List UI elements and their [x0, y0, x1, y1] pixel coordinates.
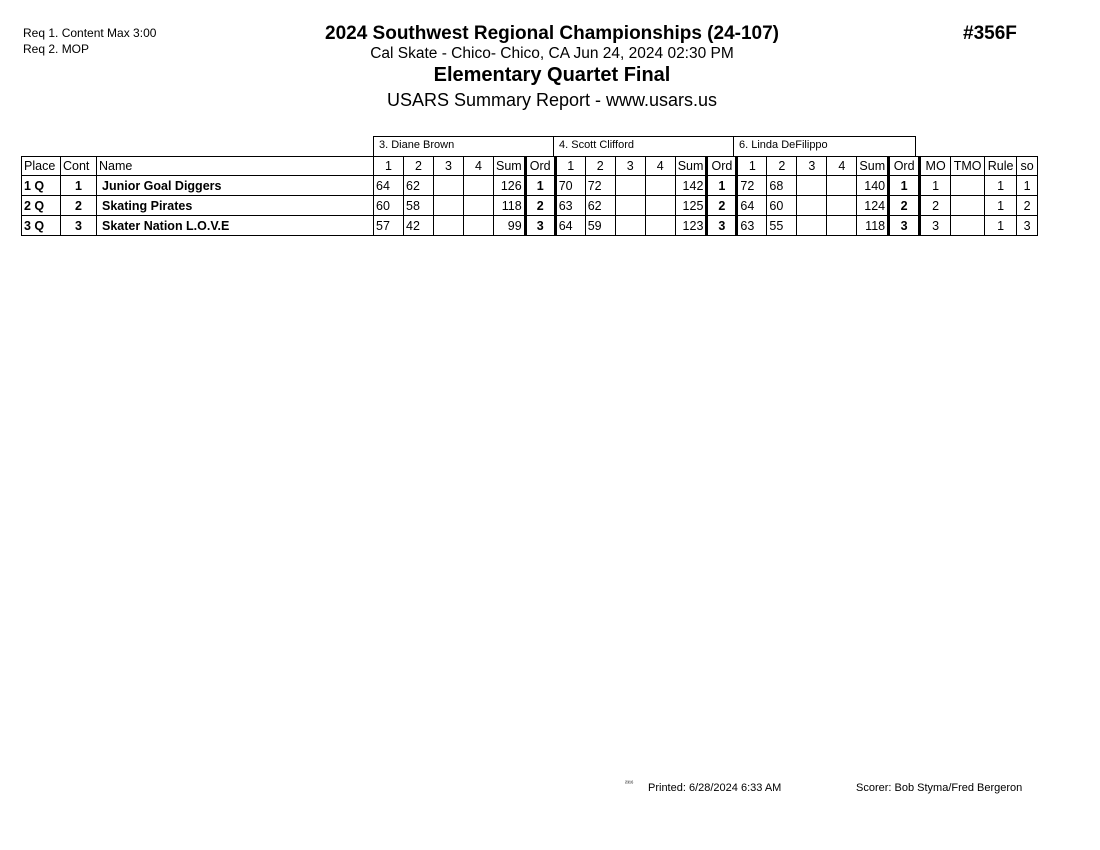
rule-cell: 1 [985, 176, 1017, 196]
col-judge-score: 4 [827, 157, 857, 176]
judge-score-cell: 59 [585, 216, 615, 236]
rule-cell: 1 [985, 196, 1017, 216]
place-cell: 2 Q [22, 196, 61, 216]
ordinal-cell: 2 [525, 196, 555, 216]
judge-score-cell: 72 [737, 176, 767, 196]
sum-cell: 126 [494, 176, 526, 196]
mo-cell: 3 [920, 216, 951, 236]
judge-score-cell [645, 216, 675, 236]
judge-score-cell: 60 [767, 196, 797, 216]
event-number: #356F [963, 23, 1017, 44]
mo-cell: 1 [920, 176, 951, 196]
sum-cell: 142 [675, 176, 707, 196]
sum-cell: 125 [675, 196, 707, 216]
judge-score-cell: 68 [767, 176, 797, 196]
judge-score-cell: 57 [374, 216, 404, 236]
so-cell: 1 [1017, 176, 1038, 196]
contestant-number-cell: 2 [61, 196, 97, 216]
judge-score-cell: 62 [585, 196, 615, 216]
judge-header: 4. Scott Clifford [553, 136, 734, 156]
judge-score-cell [827, 196, 857, 216]
judge-score-cell [615, 176, 645, 196]
col-judge-score: 1 [374, 157, 404, 176]
col-so: so [1017, 157, 1038, 176]
ordinal-cell: 3 [889, 216, 920, 236]
table-row [22, 196, 1038, 216]
judge-score-cell [645, 176, 675, 196]
judge-score-cell [434, 196, 464, 216]
ordinal-cell: 1 [707, 176, 737, 196]
ordinal-cell: 1 [889, 176, 920, 196]
skater-name-cell: Skater Nation L.O.V.E [97, 216, 374, 236]
judge-header: 6. Linda DeFilippo [733, 136, 916, 156]
sum-cell: 123 [675, 216, 707, 236]
place-cell: 1 Q [22, 176, 61, 196]
tmo-cell [951, 216, 985, 236]
col-rule: Rule [985, 157, 1017, 176]
judge-score-cell: 64 [737, 196, 767, 216]
judge-score-cell: 60 [374, 196, 404, 216]
judge-score-cell [797, 196, 827, 216]
judge-score-cell: 72 [585, 176, 615, 196]
judge-score-cell [434, 216, 464, 236]
col-judge-score: 2 [404, 157, 434, 176]
judge-score-cell: 70 [555, 176, 585, 196]
col-name: Name [97, 157, 374, 176]
skater-name-cell: Skating Pirates [97, 196, 374, 216]
ordinal-cell: 3 [525, 216, 555, 236]
judge-score-cell [434, 176, 464, 196]
col-judge-score: 2 [767, 157, 797, 176]
col-judge-score: 4 [464, 157, 494, 176]
header-row [22, 157, 1038, 176]
col-judge-score: 3 [615, 157, 645, 176]
judge-score-cell: 55 [767, 216, 797, 236]
col-judge-score: 1 [737, 157, 767, 176]
mo-cell: 2 [920, 196, 951, 216]
judge-header: 3. Diane Brown [373, 136, 554, 156]
judge-score-cell: 63 [737, 216, 767, 236]
col-judge-score: 4 [645, 157, 675, 176]
ordinal-cell: 2 [889, 196, 920, 216]
printed-timestamp: Printed: 6/28/2024 6:33 AM [648, 782, 782, 794]
judge-score-cell: 63 [555, 196, 585, 216]
judge-score-cell: 64 [555, 216, 585, 236]
contestant-number-cell: 3 [61, 216, 97, 236]
ordinal-cell: 1 [525, 176, 555, 196]
event-name: Elementary Quartet Final [433, 64, 671, 86]
sum-cell: 99 [494, 216, 526, 236]
contestant-number-cell: 1 [61, 176, 97, 196]
sum-cell: 118 [857, 216, 889, 236]
judge-score-cell [615, 216, 645, 236]
judge-score-cell: 62 [404, 176, 434, 196]
judge-score-cell [797, 176, 827, 196]
judge-score-cell: 58 [404, 196, 434, 216]
scorer-names: Scorer: Bob Styma/Fred Bergeron [856, 782, 1023, 794]
col-judge-score: 1 [555, 157, 585, 176]
sum-cell: 124 [857, 196, 889, 216]
so-cell: 2 [1017, 196, 1038, 216]
page-title: 2024 Southwest Regional Championships (24-107) [325, 23, 779, 44]
sum-cell: 140 [857, 176, 889, 196]
judge-score-cell [827, 216, 857, 236]
col-sum: Sum [675, 157, 707, 176]
judge-score-cell [827, 176, 857, 196]
judge-score-cell [797, 216, 827, 236]
venue-date: Cal Skate - Chico- Chico, CA Jun 24, 2024 02:30 PM [370, 45, 734, 62]
judge-score-cell [645, 196, 675, 216]
rule-cell: 1 [985, 216, 1017, 236]
judge-score-cell [464, 176, 494, 196]
requirement-2: Req 2. MOP [23, 42, 90, 56]
sum-cell: 118 [494, 196, 526, 216]
col-cont: Cont [61, 157, 97, 176]
col-tmo: TMO [951, 157, 985, 176]
col-mo: MO [920, 157, 951, 176]
judge-score-cell [615, 196, 645, 216]
col-sum: Sum [857, 157, 889, 176]
ordinal-cell: 2 [707, 196, 737, 216]
col-judge-score: 2 [585, 157, 615, 176]
skater-name-cell: Junior Goal Diggers [97, 176, 374, 196]
col-ord: Ord [707, 157, 737, 176]
table-row [22, 216, 1038, 236]
judge-score-cell: 42 [404, 216, 434, 236]
col-ord: Ord [525, 157, 555, 176]
table-row [22, 176, 1038, 196]
col-judge-score: 3 [797, 157, 827, 176]
tmo-cell [951, 176, 985, 196]
requirement-1: Req 1. Content Max 3:00 [23, 26, 157, 40]
col-ord: Ord [889, 157, 920, 176]
so-cell: 3 [1017, 216, 1038, 236]
tmo-cell [951, 196, 985, 216]
col-sum: Sum [494, 157, 526, 176]
results-table [21, 156, 1038, 236]
judge-score-cell: 64 [374, 176, 404, 196]
judge-score-cell [464, 196, 494, 216]
print-mark: ²³¹⁶ [625, 781, 634, 787]
ordinal-cell: 3 [707, 216, 737, 236]
judge-score-cell [464, 216, 494, 236]
place-cell: 3 Q [22, 216, 61, 236]
col-judge-score: 3 [434, 157, 464, 176]
report-title: USARS Summary Report - www.usars.us [386, 90, 718, 110]
col-place: Place [22, 157, 61, 176]
